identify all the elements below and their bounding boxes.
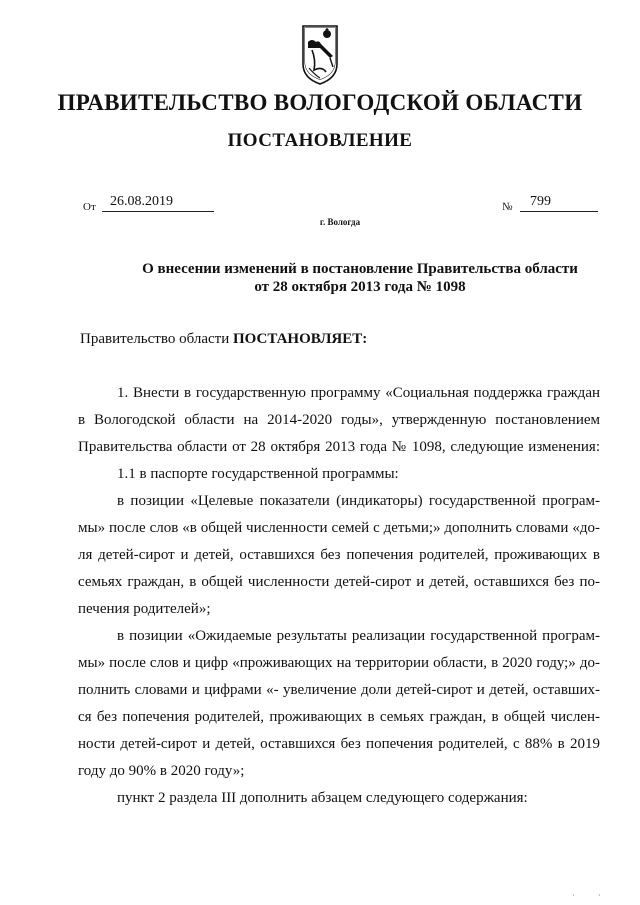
body-line: Правительства области от 28 октября 2013 года № 1098, следующие изменения:	[78, 439, 600, 455]
number-prefix: №	[502, 201, 513, 213]
body-line: семьях граждан, в общей численности детей-сирот и детей, оставшихся без по-	[78, 574, 600, 590]
body-line: в Вологодской области на 2014-2020 годы», утвержденную постановлением	[78, 412, 600, 428]
body-line: ся без попечения родителей, проживающих в семьях граждан, в общей числен-	[78, 709, 600, 725]
body-line: мы» после слов «в общей численности семей с детьми;» дополнить словами «до-	[78, 520, 600, 536]
scan-artifact: ·	[598, 891, 601, 900]
subject-line: О внесении изменений в постановление Правительства области	[142, 261, 578, 277]
body-line: в позиции «Целевые показатели (индикаторы) государственной програм-	[117, 493, 600, 509]
government-title: ПРАВИТЕЛЬСТВО ВОЛОГОДСКОЙ ОБЛАСТИ	[57, 90, 583, 115]
body-line: 1. Внести в государственную программу «Социальная поддержка граждан	[117, 385, 600, 401]
body-line: пункт 2 раздела III дополнить абзацем следующего содержания:	[117, 790, 528, 806]
document-type-title: ПОСТАНОВЛЕНИЕ	[227, 130, 413, 151]
vologda-coat-of-arms-icon	[300, 20, 340, 86]
body-line: году до 90% в 2020 году»;	[78, 763, 245, 779]
body-line: в позиции «Ожидаемые результаты реализации государственной програм-	[117, 628, 600, 644]
body-line: ности детей-сирот и детей, оставшихся без попечения родителей, с 88% в 2019	[78, 736, 600, 752]
city-label: г. Вологда	[319, 217, 361, 227]
date-prefix: От	[83, 201, 96, 213]
body-line: мы» после слов и цифр «проживающих на территории области, в 2020 году;» до-	[78, 655, 600, 671]
subject-line: от 28 октября 2013 года № 1098	[254, 279, 466, 295]
resolves-statement	[80, 331, 367, 348]
body-line: 1.1 в паспорте государственной программы:	[117, 466, 399, 482]
document-date: 26.08.2019	[102, 194, 214, 212]
resolves-keyword: ПОСТАНОВЛЯЕТ:	[232, 331, 368, 347]
body-line: полнить словами и цифрами «- увеличение доли детей-сирот и детей, оставших-	[78, 682, 600, 698]
resolves-prefix: Правительство области	[80, 331, 233, 347]
scan-artifact: ·	[572, 891, 575, 900]
document-subject	[80, 260, 640, 296]
body-line: ля детей-сирот и детей, оставшихся без попечения родителей, проживающих в	[78, 547, 600, 563]
document-number: 799	[520, 194, 598, 212]
body-line: печения родителей»;	[78, 601, 211, 617]
